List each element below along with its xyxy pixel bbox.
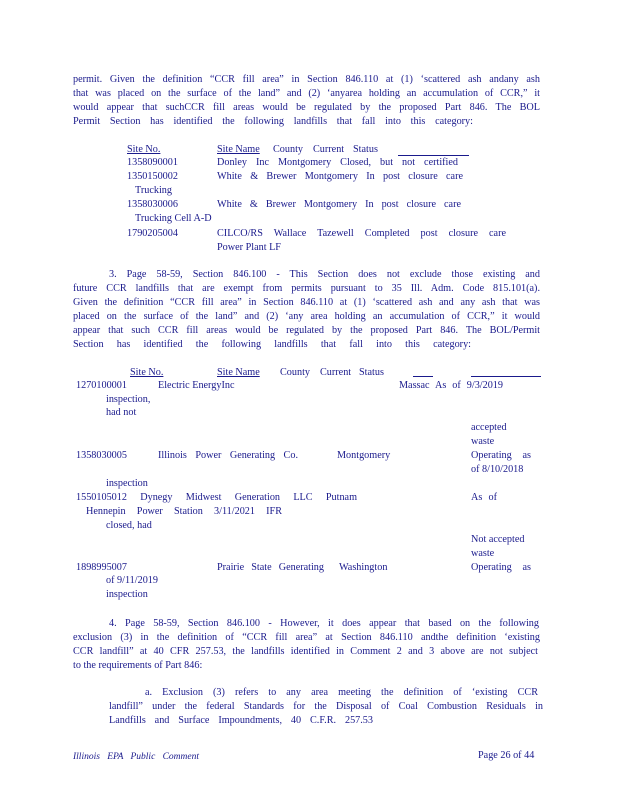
paragraph-line: Given the definition “CCR fill area” in Section 846.110 at (1) ‘scattered ash and any ash that was: [73, 297, 540, 308]
paragraph-line: Permit Section has identified the following landfills that fall into this category:: [73, 116, 473, 127]
site-details: White & Brewer Montgomery In post closure care: [217, 199, 461, 210]
site-row: 1550105012 Dynegy Midwest Generation LLC Putnam: [76, 492, 357, 503]
paragraph-line: landfill” under the federal Standards for the Disposal of Coal Combustion Residuals in: [109, 701, 543, 712]
status-cont: Not accepted: [471, 534, 525, 545]
paragraph-line: exclusion (3) in the definition of “CCR fill area” at Section 846.110 andthe definition ‘existing: [73, 632, 540, 643]
column-header-site-no: Site No.: [130, 367, 164, 378]
status-cont: inspection: [106, 589, 148, 600]
column-header-county: County: [280, 367, 311, 378]
county-status: Massac As of 9/3/2019: [399, 380, 503, 391]
site-name: Electric EnergyInc: [158, 380, 235, 391]
site-name: Prairie State Generating: [217, 562, 324, 573]
site-no: 1898995007: [76, 562, 127, 573]
status-cont: of 8/10/2018: [471, 464, 524, 475]
status-cont: inspection: [106, 478, 148, 489]
column-header-current: Current: [320, 367, 352, 378]
paragraph-line: to the requirements of Part 846:: [73, 660, 203, 671]
status-cont: waste: [471, 548, 495, 559]
site-no: 1270100001: [76, 380, 127, 391]
site-details-cont: Trucking Cell A-D: [135, 213, 212, 224]
site-details: White & Brewer Montgomery In post closure care: [217, 171, 463, 182]
paragraph-line: 3. Page 58-59, Section 846.100 - This Section does not exclude those existing and: [109, 269, 540, 280]
column-header-site-no: Site No.: [127, 144, 161, 155]
status-cont: accepted: [471, 422, 507, 433]
paragraph-line: that was placed on the surface of the land” and (2) ‘anyarea holding an accumulation of CCR,” it: [73, 88, 540, 99]
paragraph-line: appear that such CCR fill areas would be regulated by the proposed Part 846. The BOL/Permit: [73, 325, 540, 336]
site-details-cont: Power Plant LF: [217, 242, 281, 253]
paragraph-line: Section has identified the following landfills that fall into this category:: [73, 339, 471, 350]
paragraph-line: would appear that suchCCR fill areas would be regulated by the proposed Part 846. The BOL: [73, 102, 540, 113]
site-no: 1358030006: [127, 199, 178, 210]
page-number: Page 26 of 44: [478, 750, 535, 761]
header-rule: [471, 376, 541, 377]
county: Washington: [339, 562, 388, 573]
status-cont: inspection,: [106, 394, 151, 405]
header-rule: [413, 376, 433, 377]
status-cont: waste: [471, 436, 495, 447]
site-no: 1358030005: [76, 450, 127, 461]
footer-left: Illinois EPA Public Comment: [73, 752, 199, 762]
column-header-site-name: Site Name: [217, 144, 260, 155]
column-header-current: Current: [313, 144, 345, 155]
site-details: CILCO/RS Wallace Tazewell Completed post closure care: [217, 228, 506, 239]
status: Operating as: [471, 562, 531, 573]
site-row-cont: Hennepin Power Station 3/11/2021 IFR: [86, 506, 282, 517]
paragraph-line: future CCR landfills that are exempt from permits pursuant to 35 Ill. Adm. Code 815.101(a).: [73, 283, 540, 294]
status: As of: [471, 492, 497, 503]
county: Montgomery: [337, 450, 391, 461]
column-header-status: Status: [353, 144, 378, 155]
site-name: Illinois Power Generating Co.: [158, 450, 298, 461]
status-cont: had not: [106, 407, 137, 418]
column-header-county: County: [273, 144, 304, 155]
site-details: Donley Inc Montgomery Closed, but not certified: [217, 157, 458, 168]
status-cont: of 9/11/2019: [106, 575, 158, 586]
paragraph-line: a. Exclusion (3) refers to any area meeting the definition of ‘existing CCR: [145, 687, 538, 698]
site-no: 1790205004: [127, 228, 178, 239]
site-no: 1358090001: [127, 157, 178, 168]
paragraph-line: 4. Page 58-59, Section 846.100 - However, it does appear that based on the following: [109, 618, 539, 629]
paragraph-line: Landfills and Surface Impoundments, 40 C.F.R. 257.53: [109, 715, 373, 726]
paragraph-line: placed on the surface of the land” and (2) ‘any area holding an accumulation of CCR,” it would: [73, 311, 540, 322]
status: Operating as: [471, 450, 531, 461]
status-cont: closed, had: [106, 520, 152, 531]
column-header-site-name: Site Name: [217, 367, 260, 378]
site-details-cont: Trucking: [135, 185, 172, 196]
paragraph-line: permit. Given the definition “CCR fill area” in Section 846.110 at (1) ‘scattered ash andany ash: [73, 74, 540, 85]
site-no: 1350150002: [127, 171, 178, 182]
paragraph-line: CCR landfill” at 40 CFR 257.53, the landfills identified in Comment 2 and 3 above are not subject: [73, 646, 538, 657]
column-header-status: Status: [359, 367, 384, 378]
